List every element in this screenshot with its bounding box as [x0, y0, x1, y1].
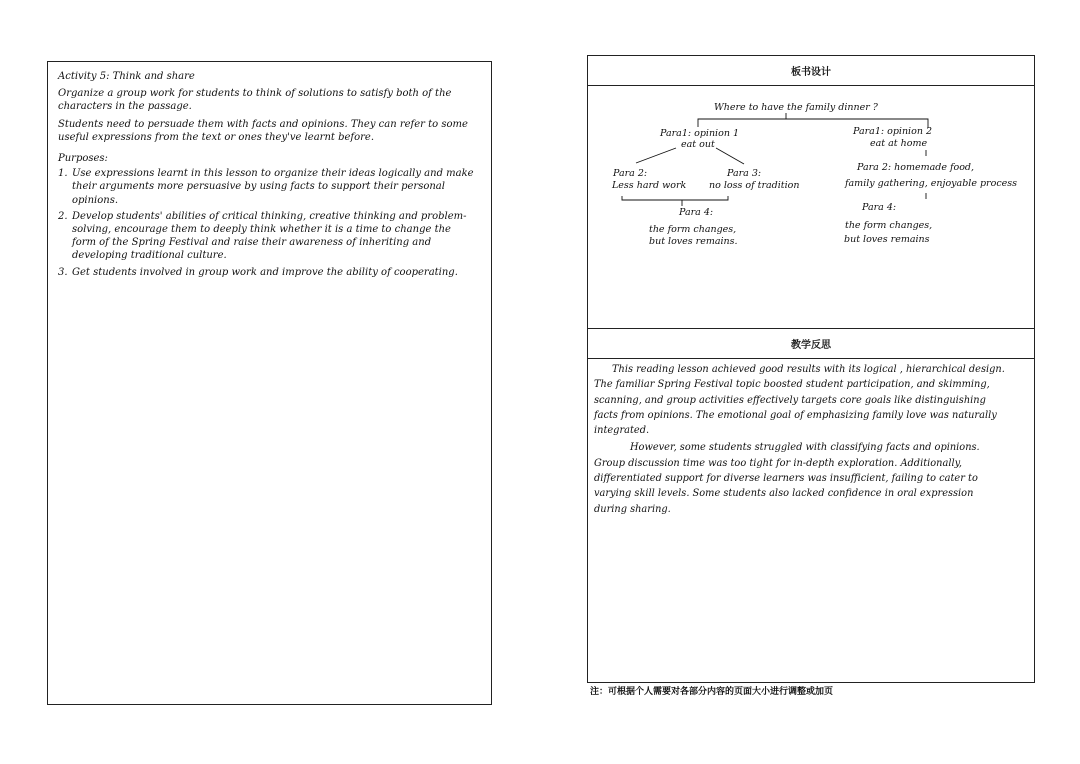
para3-value: no loss of tradition — [709, 180, 800, 191]
para2-right-label: Para 2: homemade food, — [857, 162, 975, 173]
question-text: Where to have the family dinner ? — [714, 102, 878, 113]
purpose-item-1 — [58, 167, 478, 207]
connector-to-para2-left — [636, 148, 676, 163]
right-conclusion-line2: but loves remains — [844, 234, 930, 245]
purpose-item-3 — [58, 266, 478, 279]
para4-left-label: Para 4: — [679, 207, 714, 218]
left-conclusion-line1: the form changes, — [649, 224, 737, 235]
reflection-header: 教学反思 — [588, 328, 1034, 359]
reflection-paragraph-1: This reading lesson achieved good results with its logical , hierarchical design. The familiar Spring Festival topic boosted student participation, and skimming, scanning, and group activities effectively targets core goals like distinguishing facts from opinions. The emotional goal of emphasizing family love was naturally integrated. — [594, 364, 1005, 437]
right-conclusion-line1: the form changes, — [845, 220, 933, 231]
left-page — [47, 61, 492, 705]
right-page — [587, 55, 1035, 683]
para1-left-label: Para1: opinion 1 — [660, 128, 739, 139]
para3-label: Para 3: — [727, 168, 762, 179]
purpose-number: 3. — [58, 266, 68, 278]
board-design-header: 板书设计 — [588, 56, 1034, 86]
persuade-text: Students need to persuade them with facts and opinions. They can refer to some useful expressions from the text or ones they've learnt before. — [58, 118, 468, 143]
purpose-text: Develop students' abilities of critical thinking, creative thinking and problem-solving, encourage them to deeply think whether it is a time to change the form of the Spring Festival and raise their awareness of inheriting and developing traditional culture. — [72, 210, 467, 262]
para1-right-value: eat at home — [870, 138, 928, 149]
purpose-text: Use expressions learnt in this lesson to organize their ideas logically and make their arguments more persuasive by using facts to support their personal opinions. — [72, 168, 474, 206]
connector-bracket — [698, 119, 928, 123]
para2-left-label: Para 2: — [613, 168, 648, 179]
purpose-number: 2. — [58, 210, 68, 222]
para1-left-value: eat out — [681, 139, 715, 150]
connector-to-para3 — [716, 148, 744, 164]
purpose-text: Get students involved in group work and improve the ability of cooperating. — [72, 266, 458, 278]
para1-right-label: Para1: opinion 2 — [853, 126, 932, 137]
purpose-item-2 — [58, 210, 478, 263]
board-design-diagram — [588, 86, 1034, 328]
para2-right-value: family gathering, enjoyable process — [845, 178, 1018, 189]
connector-bottom-bracket — [622, 196, 728, 200]
para2-left-value: Less hard work — [612, 180, 687, 191]
para4-right-label: Para 4: — [862, 202, 897, 213]
reflection-paragraph-2: However, some students struggled with classifying facts and opinions. Group discussion time was too tight for in-depth exploration. Additionally, differentiated support for diverse learners was insufficient, failing to cater to varying skill levels. Some students also lacked confidence in oral expression during sharing. — [594, 442, 980, 515]
footer-note: 注：可根据个人需要对各部分内容的页面大小进行调整或加页 — [590, 687, 834, 697]
organize-text: Organize a group work for students to think of solutions to satisfy both of the characters in the passage. — [58, 88, 452, 113]
reflection-body — [594, 362, 1008, 519]
purposes-label: Purposes: — [58, 153, 108, 165]
activity-title: Activity 5: Think and share — [58, 71, 195, 82]
left-page-content — [58, 70, 478, 282]
purpose-number: 1. — [58, 168, 68, 180]
left-conclusion-line2: but loves remains. — [649, 236, 738, 247]
